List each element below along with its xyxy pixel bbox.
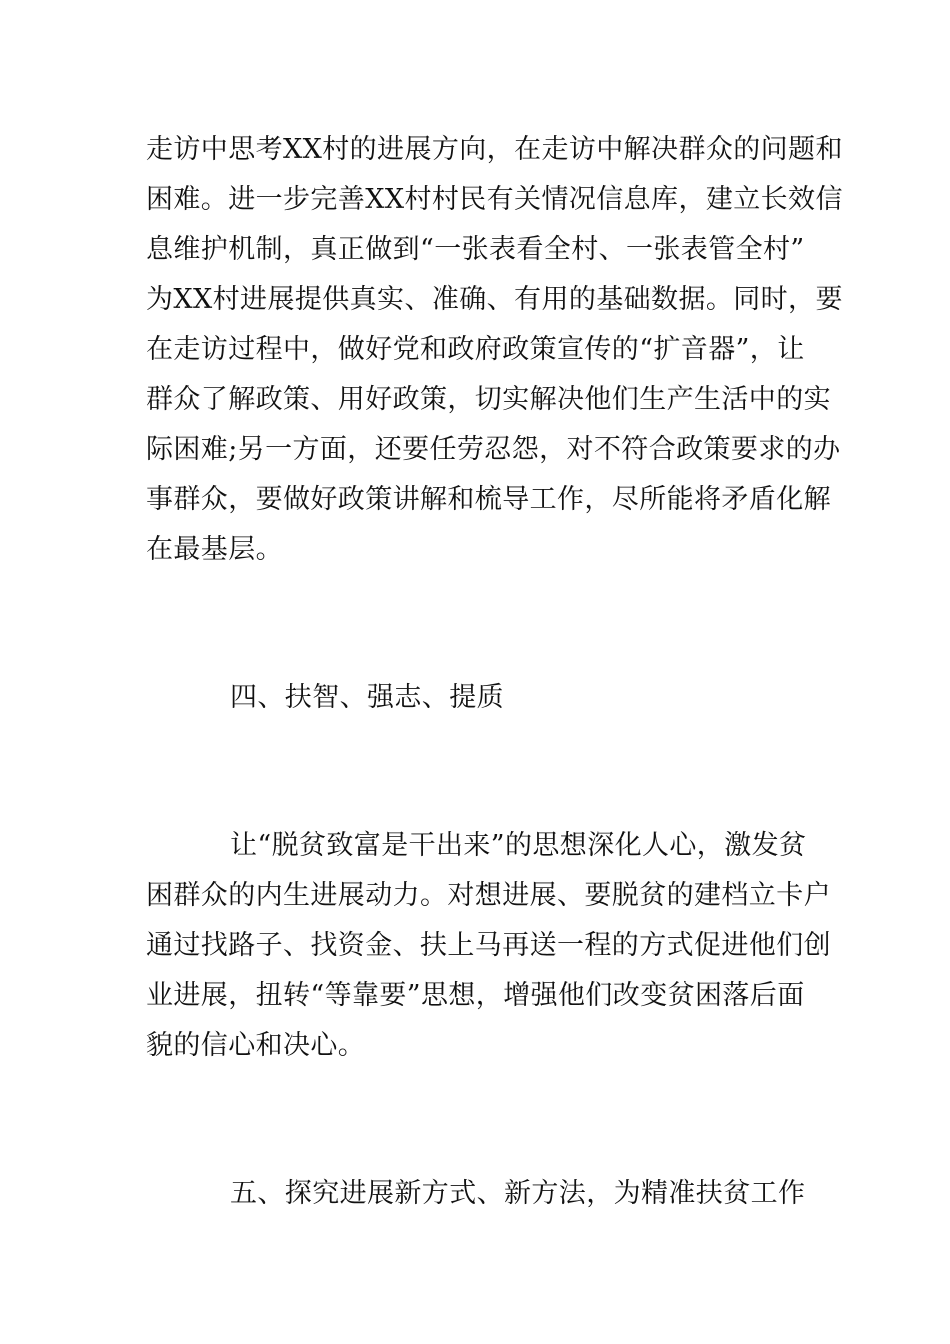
paragraph-line: 在走访过程中，做好党和政府政策宣传的“扩音器”，让 xyxy=(146,334,805,365)
paragraph-line: 际困难;另一方面，还要任劳忍怨，对不符合政策要求的办 xyxy=(146,434,841,465)
paragraph-line: 困难。进一步完善XX村村民有关情况信息库，建立长效信 xyxy=(146,184,843,215)
paragraph-line: 群众了解政策、用好政策，切实解决他们生产生活中的实 xyxy=(146,384,831,415)
paragraph-line: 事群众，要做好政策讲解和梳导工作，尽所能将矛盾化解 xyxy=(146,484,831,515)
paragraph-line: 业进展，扭转“等靠要”思想，增强他们改变贫困落后面 xyxy=(146,980,805,1011)
section-heading-5: 五、探究进展新方式、新方法，为精准扶贫工作 xyxy=(230,1178,806,1209)
paragraph-line: 困群众的内生进展动力。对想进展、要脱贫的建档立卡户 xyxy=(146,880,831,911)
paragraph-line: 走访中思考XX村的进展方向，在走访中解决群众的问题和 xyxy=(146,134,843,165)
section-heading-4: 四、扶智、强志、提质 xyxy=(230,682,504,713)
paragraph-line: 貌的信心和决心。 xyxy=(146,1030,366,1061)
paragraph-line: 通过找路子、找资金、扶上马再送一程的方式促进他们创 xyxy=(146,930,831,961)
paragraph-line: 在最基层。 xyxy=(146,534,283,565)
paragraph-line: 让“脱贫致富是干出来”的思想深化人心，激发贫 xyxy=(230,830,807,861)
paragraph-line: 为XX村进展提供真实、准确、有用的基础数据。同时，要 xyxy=(146,284,843,315)
paragraph-line: 息维护机制，真正做到“一张表看全村、一张表管全村” xyxy=(146,234,805,265)
